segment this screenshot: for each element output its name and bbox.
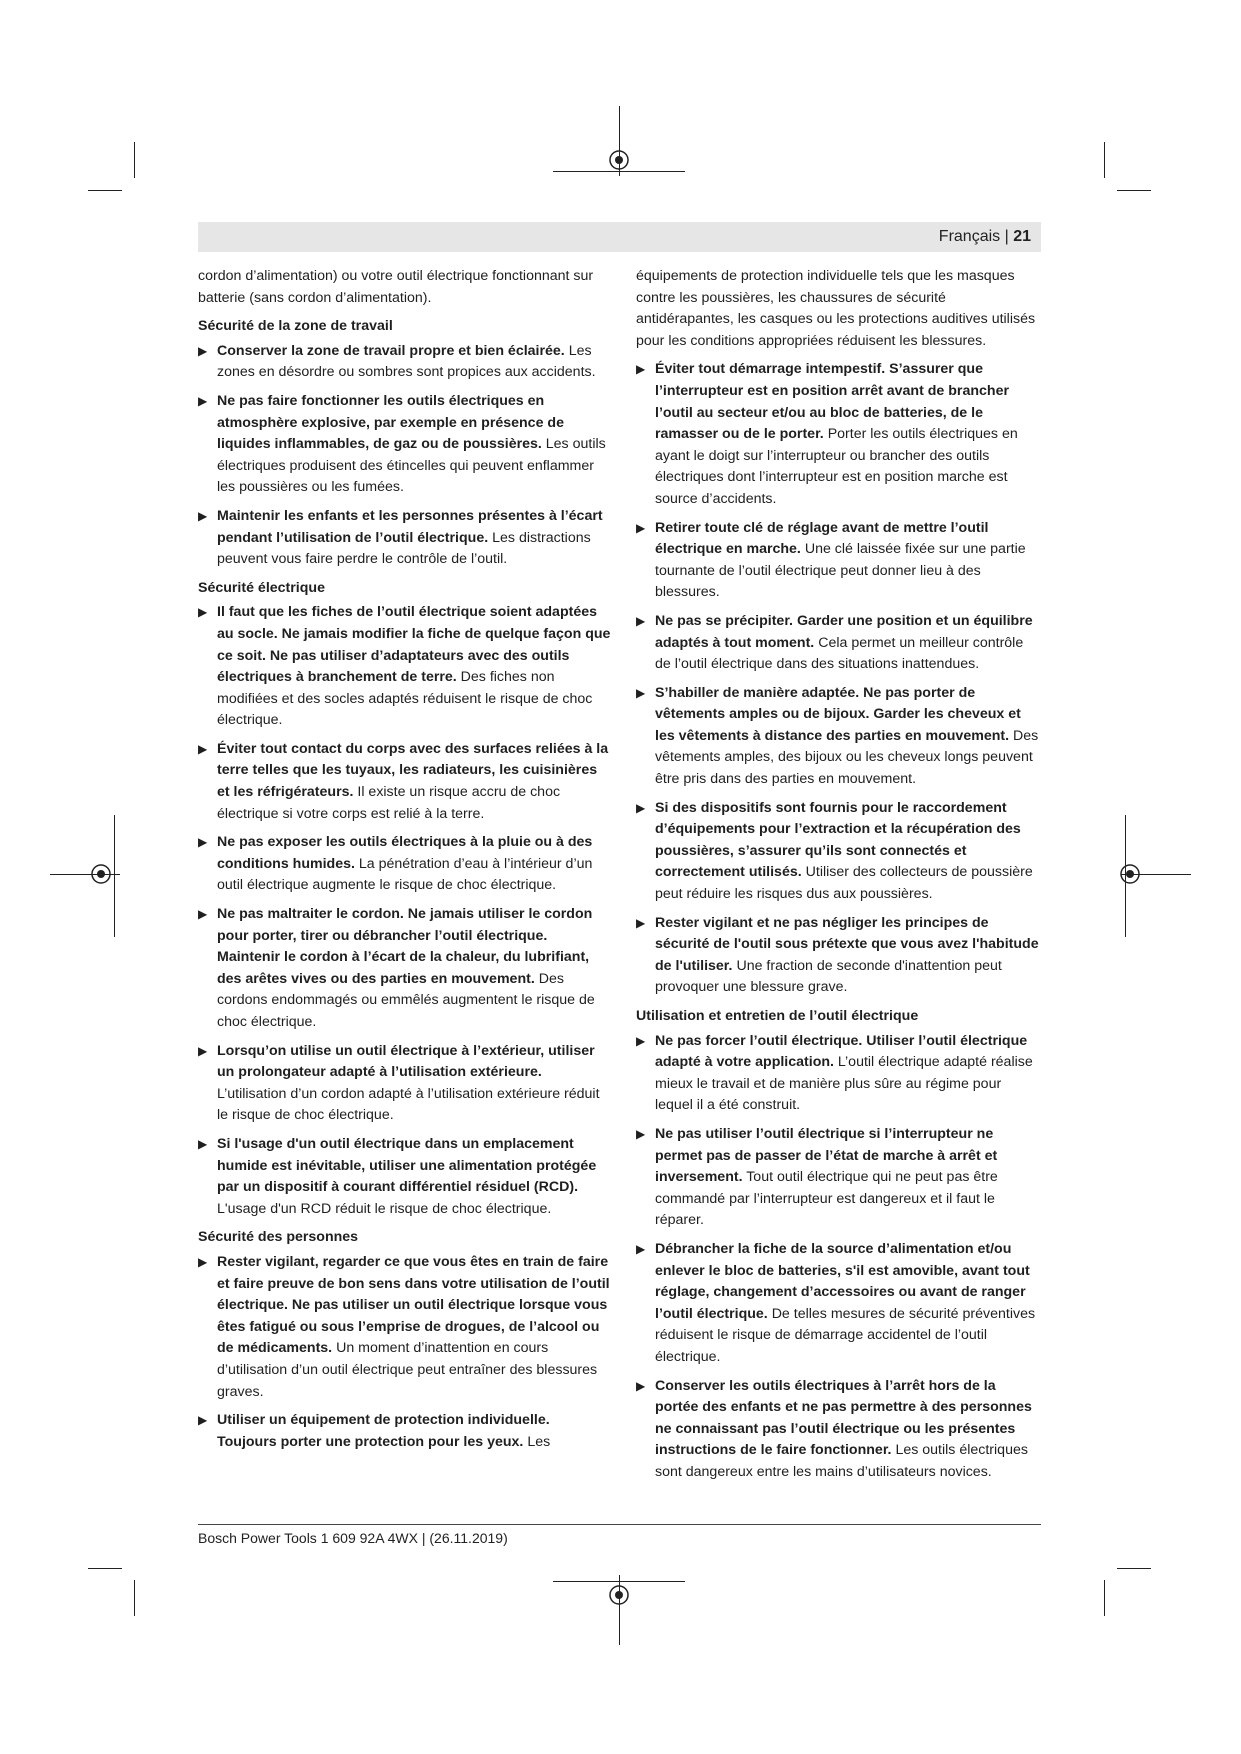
instruction-text: Des vêtements amples, des bijoux ou les cheveux longs peuvent être pris dans des parties en mouvement. (655, 727, 1039, 788)
crop-mark (1104, 1580, 1105, 1616)
instruction-bold: Ne pas exposer les outils électriques à la pluie ou à des conditions humides. (217, 834, 593, 872)
safety-instruction (636, 798, 1040, 906)
instruction-bold: Si des dispositifs sont fournis pour le raccordement d’équipements pour l’extraction et la récupération des poussières, s’assurer qu’ils sont connectés et correctement utilisés. (655, 799, 1021, 881)
page-header (198, 222, 1041, 252)
instruction-bold: Rester vigilant et ne pas négliger les principes de sécurité de l'outil sous prétexte que vous avez l'habitude de l'utiliser. (655, 914, 1039, 974)
crop-mark (1125, 815, 1126, 937)
bullet-arrow-icon: ▶ (636, 1378, 646, 1393)
instruction-bold: Débrancher la fiche de la source d’alimentation et/ou enlever le bloc de batteries, s'il est amovible, avant tout réglage, changement d’accessoires ou avant de ranger l’outil électrique. (655, 1240, 1030, 1322)
instruction-text: Les (527, 1433, 551, 1450)
instruction-bold: Retirer toute clé de réglage avant de mettre l’outil électrique en marche. (655, 519, 989, 558)
bullet-arrow-icon: ▶ (198, 741, 208, 756)
instruction-text: L’outil électrique adapté réalise mieux le travail et de manière plus sûre au régime pour lequel il a été construit. (655, 1054, 1033, 1114)
safety-instruction (636, 683, 1040, 791)
safety-instruction (198, 1134, 613, 1220)
bullet-arrow-icon: ▶ (636, 685, 646, 700)
bullet-arrow-icon: ▶ (198, 835, 208, 850)
section-heading: Sécurité électrique (198, 579, 325, 596)
instruction-bold: Lorsqu’on utilise un outil électrique à l’extérieur, utiliser un prolongateur adapté à l’utilisation extérieure. (217, 1042, 595, 1081)
instruction-bold: Utiliser un équipement de protection individuelle. Toujours porter une protection pour les yeux. (217, 1412, 550, 1450)
safety-instruction (198, 506, 613, 571)
safety-instruction (636, 359, 1040, 510)
instruction-text: Cela permet un meilleur contrôle de l’outil électrique dans des situations inattendues. (655, 634, 1024, 673)
safety-instruction (636, 518, 1040, 604)
section-heading: Utilisation et entretien de l’outil électrique (636, 1008, 919, 1024)
page-header-title: Français | 21 (938, 228, 1031, 245)
safety-instruction (198, 1410, 613, 1453)
instruction-bold: Éviter tout contact du corps avec des surfaces reliées à la terre telles que les tuyaux, les radiateurs, les cuisinières et les réfrigérateurs. (217, 740, 609, 801)
crop-mark (553, 171, 685, 172)
safety-instruction (636, 1124, 1040, 1232)
safety-instruction (636, 1031, 1040, 1117)
safety-instruction (636, 1376, 1040, 1484)
bullet-arrow-icon: ▶ (198, 1413, 208, 1428)
crop-mark (553, 1581, 685, 1582)
safety-instruction (198, 602, 613, 732)
bullet-arrow-icon: ▶ (198, 393, 208, 408)
crop-mark (1117, 190, 1151, 191)
crop-mark (619, 106, 620, 176)
crop-mark (50, 874, 120, 875)
safety-instruction (198, 391, 613, 499)
instruction-bold: S’habiller de manière adaptée. Ne pas porter de vêtements amples ou de bijoux. Garder les cheveux et les vêtements à distance des parties en mouvement. (655, 684, 1021, 744)
safety-instruction (636, 1239, 1040, 1369)
instruction-bold: Si l'usage d'un outil électrique dans un emplacement humide est inévitable, utiliser une alimentation protégée par un dispositif à courant différentiel résiduel (RCD). (217, 1135, 597, 1196)
instruction-text: Les distractions peuvent vous faire perdre le contrôle de l’outil. (217, 529, 591, 568)
instruction-bold: Il faut que les fiches de l’outil électrique soient adaptées au socle. Ne jamais modifier la fiche de quelque façon que ce soit. Ne pas utiliser d’adaptateurs avec des outils électriques à branchement de terre. (217, 604, 611, 686)
safety-instruction (198, 1252, 613, 1403)
footer-divider (198, 1524, 1041, 1525)
crop-mark (134, 1580, 135, 1616)
safety-instruction (636, 611, 1040, 676)
crop-mark (619, 1575, 620, 1645)
bullet-arrow-icon: ▶ (198, 1254, 208, 1269)
safety-instruction (198, 1041, 613, 1127)
bullet-arrow-icon: ▶ (636, 800, 646, 815)
bullet-arrow-icon: ▶ (198, 1043, 208, 1058)
safety-instruction (198, 341, 613, 384)
instruction-text: Les zones en désordre ou sombres sont propices aux accidents. (217, 342, 596, 381)
crop-mark (88, 190, 122, 191)
safety-instruction (198, 739, 613, 825)
right-column (636, 266, 1040, 1490)
page-number: 21 (1013, 228, 1031, 245)
bullet-arrow-icon: ▶ (636, 1033, 646, 1048)
instruction-bold: Rester vigilant, regarder ce que vous êtes en train de faire et faire preuve de bon sens dans votre utilisation de l’outil électrique. Ne pas utiliser un outil électrique lorsque vous êtes fatigué ou sous l’emprise de drogues, de l’alcool ou de médicaments. (217, 1253, 610, 1357)
paragraph: équipements de protection individuelle tels que les masques contre les poussières, les chaussures de sécurité antidérapantes, les casques ou les protections auditives utilisés pour les conditions appropriées réduisent les blessures. (636, 268, 1036, 349)
bullet-arrow-icon: ▶ (636, 915, 646, 930)
instruction-bold: Ne pas utiliser l’outil électrique si l’interrupteur ne permet pas de passer de l’état de marche à arrêt et inversement. (655, 1125, 998, 1186)
bullet-arrow-icon: ▶ (636, 362, 646, 377)
instruction-text: L'usage d'un RCD réduit le risque de choc électrique. (217, 1200, 552, 1217)
bullet-arrow-icon: ▶ (198, 508, 208, 523)
crop-mark (114, 815, 115, 937)
paragraph: cordon d’alimentation) ou votre outil électrique fonctionnant sur batterie (sans cordon d’alimentation). (198, 268, 594, 306)
instruction-text: L’utilisation d’un cordon adapté à l’utilisation extérieure réduit le risque de choc électrique. (217, 1085, 600, 1124)
instruction-bold: Ne pas maltraiter le cordon. Ne jamais utiliser le cordon pour porter, tirer ou débrancher l’outil électrique. Maintenir le cordon à l’écart de la chaleur, du lubrifiant, des arêtes vives ou des parties en mouvement. (217, 906, 593, 987)
instruction-text: Des cordons endommagés ou emmêlés augmentent le risque de choc électrique. (217, 970, 595, 1030)
section-heading: Sécurité de la zone de travail (198, 318, 393, 335)
bullet-arrow-icon: ▶ (636, 1241, 646, 1256)
instruction-text: De telles mesures de sécurité préventives réduisent le risque de démarrage accidentel de l’outil électrique. (655, 1305, 1036, 1365)
instruction-text: Porter les outils électriques en ayant le doigt sur l’interrupteur ou brancher des outils électriques dont l’interrupteur est en position marche est source d’accidents. (655, 426, 1018, 507)
instruction-bold: Éviter tout démarrage intempestif. S’assurer que l’interrupteur est en position arrêt avant de brancher l’outil au secteur et/ou au bloc de batteries, de le ramasser ou de le porter. (655, 361, 1009, 443)
instruction-bold: Conserver la zone de travail propre et bien éclairée. (217, 342, 565, 359)
bullet-arrow-icon: ▶ (636, 613, 646, 628)
instruction-text: Une fraction de seconde d'inattention peut provoquer une blessure grave. (655, 957, 1002, 996)
crop-mark (1104, 142, 1105, 178)
safety-instruction (198, 832, 613, 897)
page-footer: Bosch Power Tools 1 609 92A 4WX | (26.11.2019) (198, 1530, 508, 1546)
instruction-text: Tout outil électrique qui ne peut pas être commandé par l’interrupteur est dangereux et il faut le réparer. (655, 1169, 998, 1229)
section-heading: Sécurité des personnes (198, 1229, 359, 1246)
instruction-bold: Maintenir les enfants et les personnes présentes à l’écart pendant l’utilisation de l’outil électrique. (217, 507, 603, 546)
crop-mark (1117, 1568, 1151, 1569)
header-language: Français (938, 228, 1001, 245)
crop-mark (88, 1568, 122, 1569)
instruction-text: Des fiches non modifiées et des socles adaptés réduisent le risque de choc électrique. (217, 669, 593, 729)
instruction-text: Un moment d’inattention en cours d’utilisation d’un outil électrique peut entraîner des blessures graves. (217, 1340, 598, 1400)
instruction-text: La pénétration d’eau à l’intérieur d’un outil électrique augmente le risque de choc électrique. (217, 855, 593, 894)
instruction-text: Les outils électriques sont dangereux entre les mains d’utilisateurs novices. (655, 1442, 1028, 1480)
instruction-text: Il existe un risque accru de choc électrique si votre corps est relié à la terre. (217, 784, 561, 822)
instruction-text: Une clé laissée fixée sur une partie tournante de l’outil électrique peut donner lieu à des blessures. (655, 541, 1026, 601)
instruction-text: Utiliser des collecteurs de poussière peut réduire les risques dus aux poussières. (655, 864, 1033, 903)
instruction-bold: Conserver les outils électriques à l’arrêt hors de la portée des enfants et ne pas permettre à des personnes ne connaissant pas l’outil électrique ou les présentes instructions de le faire fonctionner. (655, 1377, 1032, 1459)
safety-instruction (198, 904, 613, 1034)
instruction-bold: Ne pas faire fonctionner les outils électriques en atmosphère explosive, par exemple en présence de liquides inflammables, de gaz ou de poussières. (217, 392, 564, 453)
instruction-bold: Ne pas forcer l’outil électrique. Utiliser l’outil électrique adapté à votre application. (655, 1032, 1028, 1071)
crop-mark (1121, 874, 1191, 875)
bullet-arrow-icon: ▶ (198, 343, 208, 358)
bullet-arrow-icon: ▶ (636, 520, 646, 535)
bullet-arrow-icon: ▶ (198, 907, 208, 922)
bullet-arrow-icon: ▶ (198, 1136, 208, 1151)
safety-instruction (636, 913, 1040, 999)
bullet-arrow-icon: ▶ (636, 1126, 646, 1141)
instruction-text: Les outils électriques produisent des étincelles qui peuvent enflammer les poussières ou les fumées. (217, 436, 606, 496)
bullet-arrow-icon: ▶ (198, 605, 208, 620)
left-column (198, 266, 613, 1460)
crop-mark (134, 142, 135, 178)
instruction-bold: Ne pas se précipiter. Garder une position et un équilibre adaptés à tout moment. (655, 612, 1033, 651)
